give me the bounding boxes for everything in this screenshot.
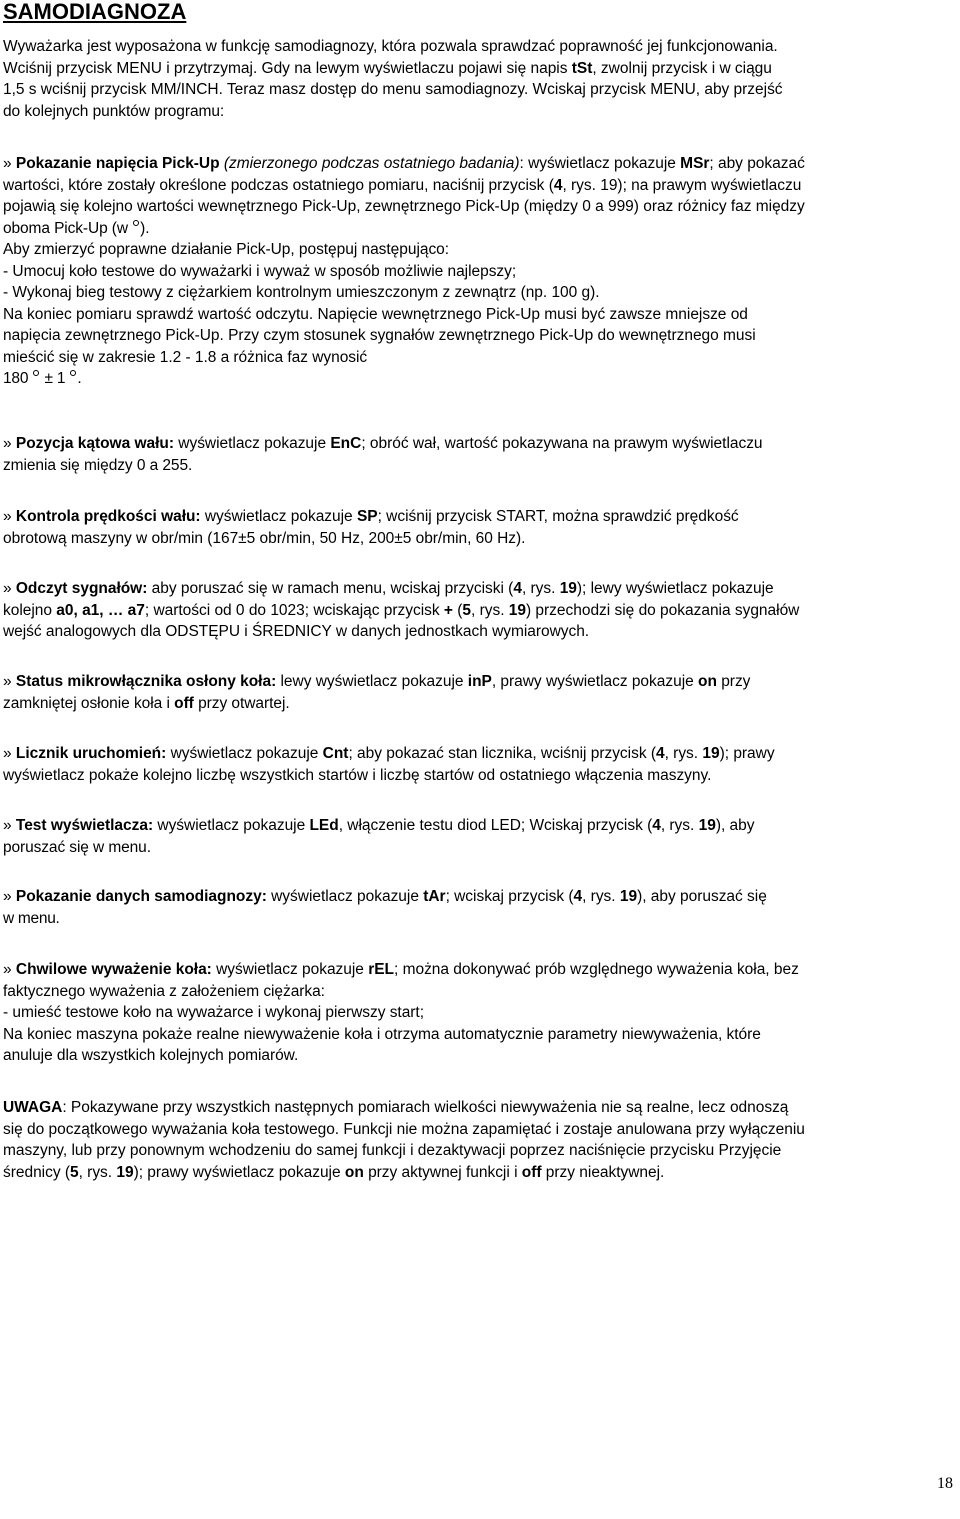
text-run: w menu. bbox=[3, 909, 60, 927]
page-number: 18 bbox=[937, 1475, 953, 1492]
bold-text: inP bbox=[467, 673, 492, 690]
bold-text: MSr bbox=[680, 155, 710, 172]
text-run: poruszać się w menu. bbox=[3, 838, 151, 856]
paragraph bbox=[3, 506, 958, 549]
text-line bbox=[3, 959, 958, 981]
bold-text: Cnt bbox=[322, 745, 349, 762]
bold-text: 5 bbox=[70, 1163, 79, 1181]
bold-text: off bbox=[174, 694, 194, 712]
text-run: , rys. bbox=[664, 745, 703, 762]
bold-text: 4 bbox=[656, 745, 665, 762]
bold-text: LEd bbox=[309, 817, 339, 834]
text-run: ); prawy wyświetlacz pokazuje bbox=[133, 1163, 345, 1181]
text-run: mieścić się w zakresie 1.2 - 1.8 a różnica faz wynosić bbox=[3, 348, 368, 366]
text-run: » bbox=[3, 580, 16, 597]
bold-text: 19 bbox=[702, 745, 720, 762]
text-run: Na koniec maszyna pokaże realne niewyważenie koła i otrzyma automatycznie parametry niewyważenia, które bbox=[3, 1025, 761, 1043]
bold-text: 19 bbox=[698, 817, 716, 834]
text-run: przy nieaktywnej. bbox=[541, 1163, 665, 1181]
text-run: wyświetlacz pokazuje bbox=[200, 508, 357, 525]
italic-text: (zmierzonego podczas ostatniego badania) bbox=[223, 155, 520, 172]
text-run: » bbox=[3, 961, 16, 978]
text-run: ; wciśnij przycisk START, można sprawdzić prędkość bbox=[377, 508, 739, 525]
text-line bbox=[3, 528, 958, 550]
text-run: ); prawy bbox=[719, 745, 775, 762]
text-line bbox=[3, 218, 958, 240]
section-heading: SAMODIAGNOZA bbox=[3, 0, 187, 24]
text-run: , rys. bbox=[521, 580, 560, 597]
text-line bbox=[3, 196, 958, 218]
bold-text: tSt bbox=[571, 59, 593, 77]
text-run: , prawy wyświetlacz pokazuje bbox=[491, 673, 699, 690]
text-run: , rys. bbox=[471, 601, 509, 619]
bold-text: Pozycja kątowa wału: bbox=[15, 435, 174, 452]
bold-text: 4 bbox=[513, 580, 522, 597]
text-run: ; wciskaj przycisk ( bbox=[445, 888, 574, 905]
text-run: » bbox=[3, 508, 16, 525]
text-run: , rys. 19); na prawym wyświetlaczu bbox=[562, 176, 802, 194]
text-run: wejść analogowych dla ODSTĘPU i ŚREDNICY w danych jednostkach wymiarowych. bbox=[3, 623, 590, 640]
text-line bbox=[3, 815, 958, 837]
text-run: : wyświetlacz pokazuje bbox=[519, 155, 681, 172]
text-line bbox=[3, 1045, 958, 1067]
bold-text: on bbox=[698, 673, 717, 690]
text-run: przy otwartej. bbox=[193, 694, 290, 712]
text-run: ; aby pokazać bbox=[709, 155, 805, 172]
text-run: aby poruszać się w ramach menu, wciskaj przyciski ( bbox=[147, 580, 514, 597]
bold-text: 4 bbox=[573, 888, 583, 905]
text-run: wyświetlacz pokaże kolejno liczbę wszystkich startów i liczbę startów od ostatniego włączenia maszyny. bbox=[3, 766, 712, 784]
text-line bbox=[3, 1140, 958, 1162]
text-run: ( bbox=[452, 601, 463, 619]
text-run: ), aby poruszać się bbox=[637, 888, 767, 905]
text-line bbox=[3, 433, 958, 455]
text-line bbox=[3, 578, 958, 600]
bold-text: Pokazanie danych samodiagnozy: bbox=[15, 888, 267, 905]
text-run: przy bbox=[716, 673, 751, 690]
text-run: lewy wyświetlacz pokazuje bbox=[276, 673, 468, 690]
text-run: maszyny, lub przy ponownym wchodzeniu do samej funkcji i dezaktywacji poprzez naciśnięcie przycisku Przyjęcie bbox=[3, 1142, 782, 1159]
bold-text: on bbox=[344, 1163, 364, 1181]
text-run: średnicy ( bbox=[3, 1163, 70, 1181]
paragraph bbox=[3, 36, 958, 122]
text-run: Aby zmierzyć poprawne działanie Pick-Up, postępuj następująco: bbox=[3, 241, 450, 258]
text-line bbox=[3, 765, 958, 787]
text-line bbox=[3, 693, 958, 715]
text-run: » bbox=[3, 435, 16, 452]
text-run: obrotową maszyny w obr/min (167±5 obr/min, 50 Hz, 200±5 obr/min, 60 Hz). bbox=[3, 529, 526, 547]
text-line bbox=[3, 79, 958, 101]
paragraph bbox=[3, 959, 958, 1067]
text-run: . bbox=[77, 370, 82, 387]
bold-text: 19 bbox=[116, 1163, 134, 1181]
text-run: wyświetlacz pokazuje bbox=[153, 817, 310, 834]
text-run: ), aby bbox=[715, 817, 755, 834]
text-run: 1,5 s wciśnij przycisk MM/INCH. Teraz masz dostęp do menu samodiagnozy. Wciskaj przycisk MENU, aby przejść bbox=[3, 81, 783, 98]
bold-text: a0, a1, … a7 bbox=[56, 601, 145, 619]
text-line bbox=[3, 282, 958, 304]
bold-text: 4 bbox=[652, 817, 661, 834]
bold-text: UWAGA bbox=[3, 1099, 63, 1116]
text-line bbox=[3, 261, 958, 283]
text-run: wyświetlacz pokazuje bbox=[266, 888, 424, 905]
bold-text: tAr bbox=[423, 888, 446, 905]
text-run: - umieść testowe koło na wyważarce i wykonaj pierwszy start; bbox=[3, 1004, 424, 1021]
document-page bbox=[3, 0, 958, 1519]
bold-text: EnC bbox=[330, 435, 362, 452]
paragraph bbox=[3, 743, 958, 786]
text-line bbox=[3, 981, 958, 1003]
text-line bbox=[3, 621, 958, 643]
text-line bbox=[3, 506, 958, 528]
text-run: faktycznego wyważenia z założeniem ciężarka: bbox=[3, 982, 325, 1000]
text-run: , rys. bbox=[78, 1163, 117, 1181]
bold-text: + bbox=[443, 601, 453, 619]
text-run: kolejno bbox=[3, 601, 57, 619]
bold-text: Licznik uruchomień: bbox=[15, 745, 167, 762]
text-run: , rys. bbox=[582, 888, 620, 905]
paragraph bbox=[3, 1097, 958, 1183]
bold-text: Kontrola prędkości wału: bbox=[15, 508, 201, 525]
text-run: » bbox=[3, 673, 16, 690]
text-line bbox=[3, 153, 958, 175]
bold-text: Chwilowe wyważenie koła: bbox=[15, 961, 212, 978]
bold-text: 19 bbox=[619, 888, 638, 905]
text-line bbox=[3, 600, 958, 622]
bold-text: rEL bbox=[368, 961, 394, 978]
text-run: , zwolnij przycisk i w ciągu bbox=[592, 59, 772, 77]
text-line bbox=[3, 908, 958, 930]
text-line bbox=[3, 455, 958, 477]
text-line bbox=[3, 1119, 958, 1141]
text-run: 180 bbox=[3, 370, 33, 387]
text-run: ) przechodzi się do pokazania sygnałów bbox=[526, 601, 800, 619]
text-run: anuluje dla wszystkich kolejnych pomiarów. bbox=[3, 1047, 299, 1064]
text-run: Wyważarka jest wyposażona w funkcję samodiagnozy, która pozwala sprawdzać poprawność jej funkcjonowania. bbox=[3, 38, 778, 55]
text-run: ; można dokonywać prób względnego wyważenia koła, bez bbox=[394, 961, 799, 978]
text-line bbox=[3, 36, 958, 58]
text-run: pojawią się kolejno wartości wewnętrznego Pick-Up, zewnętrznego Pick-Up (między 0 a 999) oraz różnicy faz między bbox=[3, 198, 805, 215]
text-line bbox=[3, 368, 958, 390]
text-line bbox=[3, 1162, 958, 1184]
text-line bbox=[3, 1024, 958, 1046]
text-run: » bbox=[3, 745, 16, 762]
degree-icon bbox=[133, 220, 139, 226]
text-run: wyświetlacz pokazuje bbox=[211, 961, 369, 978]
text-run: zamkniętej osłonie koła i bbox=[3, 694, 175, 712]
text-run: oboma Pick-Up (w bbox=[3, 219, 133, 237]
text-run: ; obróć wał, wartość pokazywana na prawym wyświetlaczu bbox=[361, 435, 763, 452]
bold-text: 5 bbox=[462, 601, 471, 619]
text-run: ; aby pokazać stan licznika, wciśnij przycisk ( bbox=[348, 745, 656, 762]
text-run: ); lewy wyświetlacz pokazuje bbox=[576, 580, 774, 597]
text-run: ). bbox=[140, 219, 150, 237]
text-line bbox=[3, 671, 958, 693]
text-line bbox=[3, 239, 958, 261]
text-run: » bbox=[3, 155, 16, 172]
bold-text: Test wyświetlacza: bbox=[15, 817, 154, 834]
text-run: napięcia zewnętrznego Pick-Up. Przy czym stosunek sygnałów zewnętrznego Pick-Up do wewnętrznego musi bbox=[3, 327, 756, 344]
paragraph bbox=[3, 433, 958, 476]
paragraph bbox=[3, 886, 958, 929]
text-line bbox=[3, 304, 958, 326]
text-run: » bbox=[3, 817, 16, 834]
text-run: przy aktywnej funkcji i bbox=[363, 1163, 522, 1181]
text-run: wyświetlacz pokazuje bbox=[166, 745, 323, 762]
text-run: Wciśnij przycisk MENU i przytrzymaj. Gdy na lewym wyświetlaczu pojawi się napis bbox=[3, 59, 572, 77]
paragraph bbox=[3, 815, 958, 858]
text-line bbox=[3, 743, 958, 765]
degree-icon bbox=[33, 370, 39, 376]
degree-icon bbox=[70, 370, 76, 376]
text-run: - Umocuj koło testowe do wyważarki i wyważ w sposób możliwie najlepszy; bbox=[3, 262, 517, 280]
bold-text: 19 bbox=[508, 601, 526, 619]
text-line bbox=[3, 175, 958, 197]
text-run: ± 1 bbox=[40, 370, 70, 387]
bold-text: Pokazanie napięcia Pick-Up bbox=[15, 155, 220, 172]
text-run: ; wartości od 0 do 1023; wciskając przycisk bbox=[144, 601, 444, 619]
bold-text: SP bbox=[356, 508, 378, 525]
text-line bbox=[3, 347, 958, 369]
paragraph bbox=[3, 578, 958, 643]
text-line bbox=[3, 325, 958, 347]
text-run: , włączenie testu diod LED; Wciskaj przycisk ( bbox=[338, 817, 653, 834]
text-line bbox=[3, 58, 958, 80]
text-run: wyświetlacz pokazuje bbox=[174, 435, 331, 452]
text-run: wartości, które zostały określone podczas ostatniego pomiaru, naciśnij przycisk ( bbox=[3, 176, 554, 194]
text-line bbox=[3, 1097, 958, 1119]
text-run: Na koniec pomiaru sprawdź wartość odczytu. Napięcie wewnętrznego Pick-Up musi być zawsze mniejsze od bbox=[3, 305, 748, 323]
paragraph bbox=[3, 153, 958, 390]
bold-text: Status mikrowłącznika osłony koła: bbox=[15, 673, 277, 690]
bold-text: 4 bbox=[553, 176, 563, 194]
paragraph bbox=[3, 671, 958, 714]
text-run: , rys. bbox=[660, 817, 699, 834]
text-line bbox=[3, 837, 958, 859]
bold-text: off bbox=[521, 1163, 542, 1181]
text-run: : Pokazywane przy wszystkich następnych pomiarach wielkości niewyważenia nie są realne, lecz odnoszą bbox=[62, 1099, 789, 1116]
text-run: - Wykonaj bieg testowy z ciężarkiem kontrolnym umieszczonym z zewnątrz (np. 100 g). bbox=[3, 284, 600, 301]
bold-text: 19 bbox=[559, 580, 577, 597]
text-run: zmienia się między 0 a 255. bbox=[3, 456, 193, 474]
text-run: się do początkowego wyważania koła testowego. Funkcji nie można zapamiętać i zostaje anulowana przy wyłączeniu bbox=[3, 1120, 805, 1138]
text-line bbox=[3, 101, 958, 123]
text-run: » bbox=[3, 888, 16, 905]
bold-text: Odczyt sygnałów: bbox=[15, 580, 148, 597]
text-line bbox=[3, 1002, 958, 1024]
text-run: do kolejnych punktów programu: bbox=[3, 102, 225, 120]
text-line bbox=[3, 886, 958, 908]
